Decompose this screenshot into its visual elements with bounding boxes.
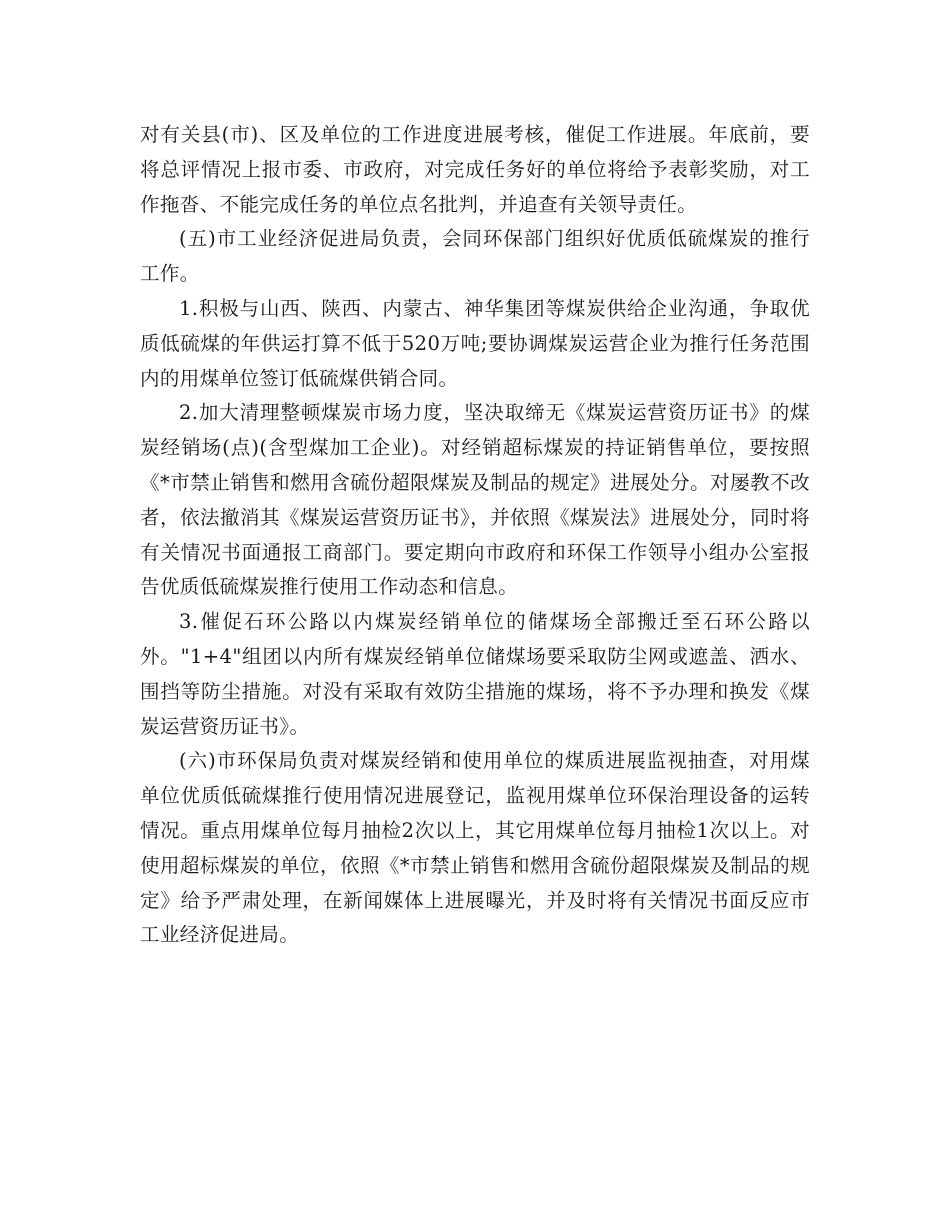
paragraph-section-5: (五)市工业经济促进局负责，会同环保部门组织好优质低硫煤炭的推行工作。 (140, 227, 810, 286)
paragraph-item-2: 2.加大清理整顿煤炭市场力度，坚决取缔无《煤炭运营资历证书》的煤炭经销场(点)(含型煤加工企业)。对经销超标煤炭的持证销售单位，要按照《*市禁止销售和燃用含硫份超限煤炭及制品的规定》进展处分。对屡教不改者，依法撤消其《煤炭运营资历证书》，并依照《煤炭法》进展处分，同时将有关情况书面通报工商部门。要定期向市政府和环保工作领导小组办公室报告优质低硫煤炭推行使用工作动态和信息。 (140, 401, 810, 599)
paragraph-item-3: 3.催促石环公路以内煤炭经销单位的储煤场全部搬迁至石环公路以外。"1+4"组团以内所有煤炭经销单位储煤场要采取防尘网或遮盖、洒水、围挡等防尘措施。对没有采取有效防尘措施的煤场，将不予办理和换发《煤炭运营资历证书》。 (140, 610, 810, 738)
paragraph-section-6: (六)市环保局负责对煤炭经销和使用单位的煤质进展监视抽查，对用煤单位优质低硫煤推行使用情况进展登记，监视用煤单位环保治理设备的运转情况。重点用煤单位每月抽检2次以上，其它用煤单位每月抽检1次以上。对使用超标煤炭的单位，依照《*市禁止销售和燃用含硫份超限煤炭及制品的规定》给予严肃处理，在新闻媒体上进展曝光，并及时将有关情况书面反应市工业经济促进局。 (140, 749, 810, 947)
paragraph-assessment-continuation: 对有关县(市)、区及单位的工作进度进展考核，催促工作进展。年底前，要将总评情况上报市委、市政府，对完成任务好的单位将给予表彰奖励，对工作拖沓、不能完成任务的单位点名批判，并追查有关领导责任。 (140, 123, 810, 216)
document-body (140, 118, 810, 953)
paragraph-item-1: 1.积极与山西、陕西、内蒙古、神华集团等煤炭供给企业沟通，争取优质低硫煤的年供运打算不低于520万吨;要协调煤炭运营企业为推行任务范围内的用煤单位签订低硫煤供销合同。 (140, 296, 810, 390)
